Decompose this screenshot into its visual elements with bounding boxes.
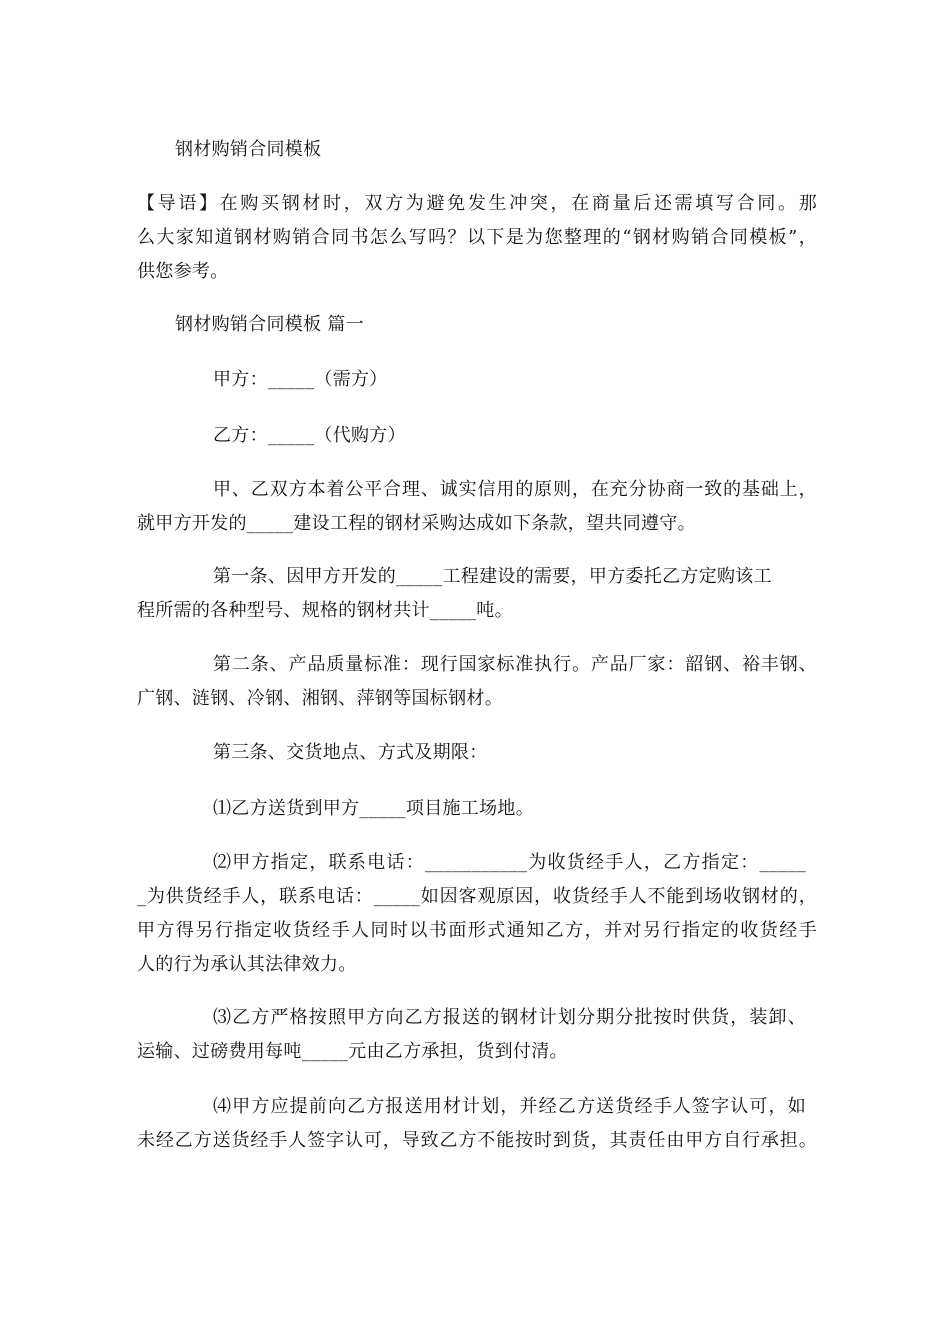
article-3-title: 第三条、交货地点、方式及期限：	[213, 742, 488, 763]
article-1-line-2: 程所需的各种型号、规格的钢材共计_____吨。	[137, 600, 513, 621]
intro-line-2: 么大家知道钢材购销合同书怎么写吗？以下是为您整理的“钢材购销合同模板”，	[137, 227, 817, 248]
document-title: 钢材购销合同模板	[175, 139, 322, 160]
clause-2-line-1: ⑵甲方指定，联系电话：___________为收货经手人，乙方指定：_____	[213, 852, 806, 873]
clause-3-line-2: 运输、过磅费用每吨_____元由乙方承担，货到付清。	[137, 1041, 568, 1062]
clause-4-line-2: 未经乙方送货经手人签字认可，导致乙方不能按时到货，其责任由甲方自行承担。	[137, 1130, 817, 1151]
clause-1: ⑴乙方送货到甲方_____项目施工场地。	[213, 798, 534, 819]
clause-2-line-4: 人的行为承认其法律效力。	[137, 954, 357, 975]
intro-line-3: 供您参考。	[137, 261, 229, 282]
article-2-line-2: 广钢、涟钢、冷钢、湘钢、萍钢等国标钢材。	[137, 688, 503, 709]
preamble-line-2: 就甲方开发的_____建设工程的钢材采购达成如下条款，望共同遵守。	[137, 513, 696, 534]
clause-4-line-1: ⑷甲方应提前向乙方报送用材计划，并经乙方送货经手人签字认可，如	[213, 1096, 806, 1117]
clause-3-line-1: ⑶乙方严格按照甲方向乙方报送的钢材计划分期分批按时供货，装卸、	[213, 1007, 806, 1028]
article-2-line-1: 第二条、产品质量标准：现行国家标准执行。产品厂家：韶钢、裕丰钢、	[213, 654, 817, 675]
party-a: 甲方：_____（需方）	[213, 369, 388, 390]
clause-2-line-3: 甲方得另行指定收货经手人同时以书面形式通知乙方，并对另行指定的收货经手	[137, 920, 817, 941]
clause-2-line-2: _为供货经手人，联系电话：_____如因客观原因，收货经手人不能到场收钢材的，	[137, 886, 817, 907]
intro-line-1: 【导语】在购买钢材时，双方为避免发生冲突，在商量后还需填写合同。那	[137, 193, 817, 214]
section-title: 钢材购销合同模板 篇一	[175, 314, 365, 335]
article-1-line-1: 第一条、因甲方开发的_____工程建设的需要，甲方委托乙方定购该工	[213, 566, 772, 587]
party-b: 乙方：_____（代购方）	[213, 425, 406, 446]
preamble-line-1: 甲、乙双方本着公平合理、诚实信用的原则，在充分协商一致的基础上，	[213, 479, 817, 500]
